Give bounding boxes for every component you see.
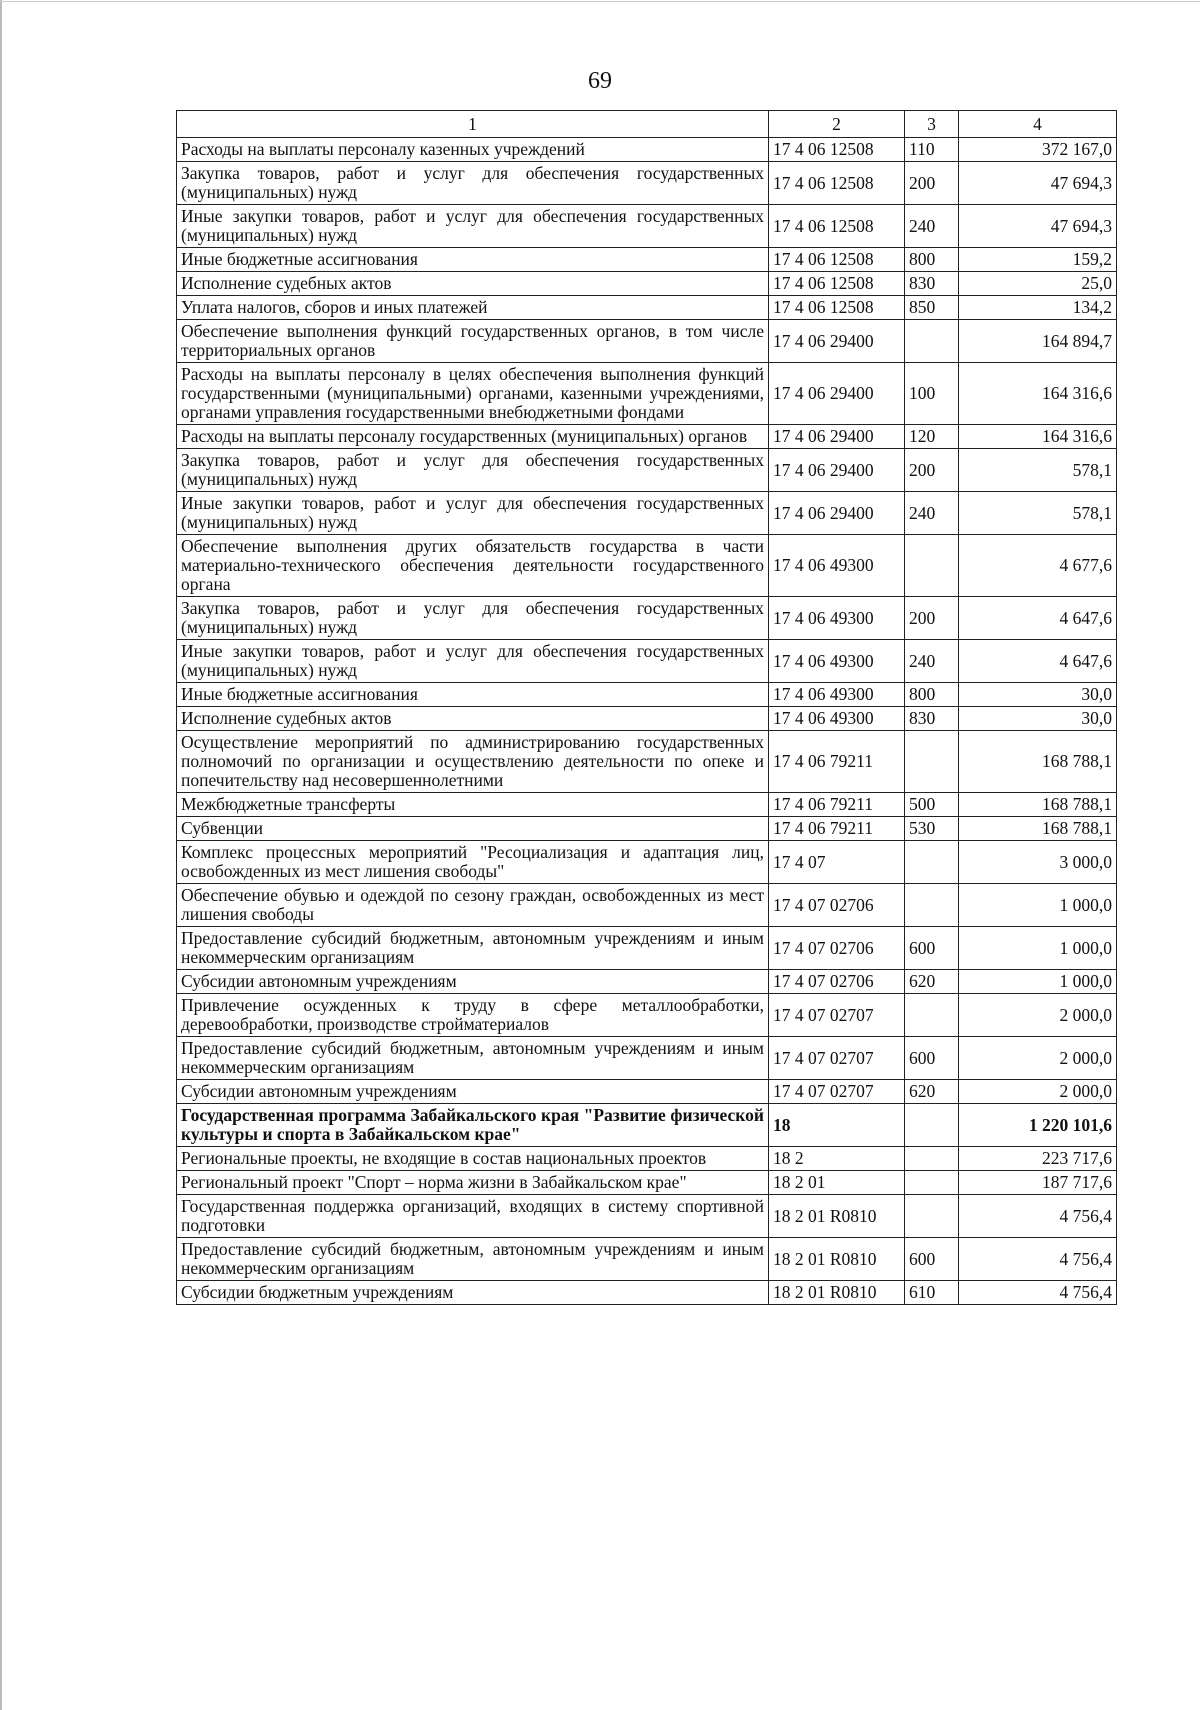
row-expense-type-cell: 530 (905, 817, 959, 841)
page-number: 69 (588, 68, 612, 94)
row-expense-type-cell (905, 884, 959, 927)
row-name-cell: Расходы на выплаты персоналу казенных учреждений (177, 138, 769, 162)
row-name-cell: Субсидии автономным учреждениям (177, 970, 769, 994)
row-expense-type-cell (905, 731, 959, 793)
row-amount-cell: 4 647,6 (959, 597, 1117, 640)
row-code-cell: 17 4 07 02707 (769, 1037, 905, 1080)
row-amount-cell: 30,0 (959, 707, 1117, 731)
row-expense-type-cell: 110 (905, 138, 959, 162)
row-amount-cell: 1 000,0 (959, 970, 1117, 994)
row-amount-cell: 4 756,4 (959, 1281, 1117, 1305)
row-name-cell: Обеспечение выполнения функций государственных органов, в том числе территориальных органов (177, 320, 769, 363)
row-expense-type-cell (905, 1104, 959, 1147)
table-row (177, 248, 1117, 272)
row-code-cell: 17 4 06 12508 (769, 205, 905, 248)
row-code-cell: 18 2 (769, 1147, 905, 1171)
row-name-cell: Иные бюджетные ассигнования (177, 683, 769, 707)
row-code-cell: 17 4 06 49300 (769, 535, 905, 597)
row-code-cell: 17 4 06 12508 (769, 162, 905, 205)
column-header-3: 3 (905, 111, 959, 138)
row-expense-type-cell: 620 (905, 1080, 959, 1104)
row-expense-type-cell: 240 (905, 492, 959, 535)
table-row (177, 683, 1117, 707)
row-name-cell: Расходы на выплаты персоналу государственных (муниципальных) органов (177, 425, 769, 449)
row-code-cell: 17 4 06 49300 (769, 683, 905, 707)
table-row (177, 817, 1117, 841)
row-amount-cell: 30,0 (959, 683, 1117, 707)
row-name-cell: Предоставление субсидий бюджетным, автономным учреждениям и иным некоммерческим организациям (177, 1037, 769, 1080)
table-row (177, 640, 1117, 683)
row-code-cell: 17 4 06 79211 (769, 731, 905, 793)
row-code-cell: 17 4 06 29400 (769, 425, 905, 449)
row-code-cell: 17 4 06 79211 (769, 817, 905, 841)
row-expense-type-cell: 850 (905, 296, 959, 320)
row-name-cell: Предоставление субсидий бюджетным, автономным учреждениям и иным некоммерческим организациям (177, 1238, 769, 1281)
table-row (177, 1171, 1117, 1195)
budget-table (176, 110, 1117, 1305)
row-name-cell: Иные закупки товаров, работ и услуг для обеспечения государственных (муниципальных) нужд (177, 492, 769, 535)
row-expense-type-cell: 800 (905, 683, 959, 707)
row-amount-cell: 2 000,0 (959, 1037, 1117, 1080)
row-code-cell: 17 4 06 12508 (769, 248, 905, 272)
row-code-cell: 17 4 06 29400 (769, 320, 905, 363)
row-expense-type-cell (905, 1195, 959, 1238)
row-amount-cell: 3 000,0 (959, 841, 1117, 884)
row-expense-type-cell: 200 (905, 449, 959, 492)
scan-top-line (0, 1, 1200, 2)
row-code-cell: 17 4 07 02706 (769, 927, 905, 970)
row-code-cell: 17 4 07 02707 (769, 994, 905, 1037)
row-expense-type-cell (905, 535, 959, 597)
row-name-cell: Исполнение судебных актов (177, 272, 769, 296)
column-header-2: 2 (769, 111, 905, 138)
row-amount-cell: 164 894,7 (959, 320, 1117, 363)
row-amount-cell: 134,2 (959, 296, 1117, 320)
row-code-cell: 17 4 06 79211 (769, 793, 905, 817)
table-row (177, 1195, 1117, 1238)
row-name-cell: Обеспечение выполнения других обязательств государства в части материально-технического обеспечения деятельности государственного органа (177, 535, 769, 597)
row-expense-type-cell: 600 (905, 1238, 959, 1281)
row-expense-type-cell: 830 (905, 272, 959, 296)
row-code-cell: 17 4 06 29400 (769, 492, 905, 535)
row-name-cell: Межбюджетные трансферты (177, 793, 769, 817)
row-code-cell: 18 2 01 R0810 (769, 1281, 905, 1305)
row-name-cell: Иные бюджетные ассигнования (177, 248, 769, 272)
row-code-cell: 18 2 01 R0810 (769, 1238, 905, 1281)
row-name-cell: Уплата налогов, сборов и иных платежей (177, 296, 769, 320)
row-amount-cell: 2 000,0 (959, 1080, 1117, 1104)
row-code-cell: 17 4 06 12508 (769, 272, 905, 296)
row-expense-type-cell: 610 (905, 1281, 959, 1305)
row-code-cell: 18 2 01 (769, 1171, 905, 1195)
row-code-cell: 17 4 07 (769, 841, 905, 884)
table-row (177, 1238, 1117, 1281)
row-expense-type-cell: 600 (905, 927, 959, 970)
table-row (177, 272, 1117, 296)
row-name-cell: Субсидии автономным учреждениям (177, 1080, 769, 1104)
row-amount-cell: 1 000,0 (959, 927, 1117, 970)
table-row (177, 970, 1117, 994)
table-row (177, 205, 1117, 248)
row-expense-type-cell: 200 (905, 162, 959, 205)
table-row (177, 707, 1117, 731)
table-row (177, 597, 1117, 640)
row-expense-type-cell: 240 (905, 205, 959, 248)
row-amount-cell: 1 220 101,6 (959, 1104, 1117, 1147)
row-amount-cell: 47 694,3 (959, 162, 1117, 205)
row-amount-cell: 168 788,1 (959, 817, 1117, 841)
table-row (177, 363, 1117, 425)
row-name-cell: Осуществление мероприятий по администрированию государственных полномочий по организации и осуществлению деятельности по опеке и попечительству над несовершеннолетними (177, 731, 769, 793)
row-expense-type-cell (905, 1171, 959, 1195)
table-row (177, 1104, 1117, 1147)
row-name-cell: Комплекс процессных мероприятий "Ресоциализация и адаптация лиц, освобожденных из мест лишения свободы" (177, 841, 769, 884)
table-row (177, 425, 1117, 449)
row-amount-cell: 168 788,1 (959, 731, 1117, 793)
row-expense-type-cell: 830 (905, 707, 959, 731)
row-code-cell: 17 4 06 29400 (769, 363, 905, 425)
row-expense-type-cell (905, 1147, 959, 1171)
scan-edge-line (0, 0, 2, 1710)
row-name-cell: Субвенции (177, 817, 769, 841)
table-row (177, 1037, 1117, 1080)
row-amount-cell: 2 000,0 (959, 994, 1117, 1037)
row-expense-type-cell: 600 (905, 1037, 959, 1080)
row-name-cell: Исполнение судебных актов (177, 707, 769, 731)
row-amount-cell: 578,1 (959, 449, 1117, 492)
row-name-cell: Государственная программа Забайкальского края "Развитие физической культуры и спорта в Забайкальском крае" (177, 1104, 769, 1147)
row-amount-cell: 159,2 (959, 248, 1117, 272)
table-row (177, 841, 1117, 884)
table-row (177, 535, 1117, 597)
row-amount-cell: 164 316,6 (959, 425, 1117, 449)
row-name-cell: Региональный проект "Спорт – норма жизни в Забайкальском крае" (177, 1171, 769, 1195)
row-amount-cell: 4 756,4 (959, 1195, 1117, 1238)
table-row (177, 731, 1117, 793)
row-amount-cell: 25,0 (959, 272, 1117, 296)
row-name-cell: Региональные проекты, не входящие в состав национальных проектов (177, 1147, 769, 1171)
row-name-cell: Предоставление субсидий бюджетным, автономным учреждениям и иным некоммерческим организациям (177, 927, 769, 970)
row-name-cell: Закупка товаров, работ и услуг для обеспечения государственных (муниципальных) нужд (177, 449, 769, 492)
row-name-cell: Иные закупки товаров, работ и услуг для обеспечения государственных (муниципальных) нужд (177, 205, 769, 248)
row-amount-cell: 4 677,6 (959, 535, 1117, 597)
row-name-cell: Расходы на выплаты персоналу в целях обеспечения выполнения функций государственными (муниципальными) органами, казенными учреждениями, органами управления государственными внебюджетными фондами (177, 363, 769, 425)
row-amount-cell: 168 788,1 (959, 793, 1117, 817)
table-row (177, 1281, 1117, 1305)
table-row (177, 162, 1117, 205)
row-name-cell: Привлечение осужденных к труду в сфере металлообработки, деревообработки, производстве стройматериалов (177, 994, 769, 1037)
row-name-cell: Государственная поддержка организаций, входящих в систему спортивной подготовки (177, 1195, 769, 1238)
row-expense-type-cell (905, 320, 959, 363)
column-number-row (177, 111, 1117, 138)
row-name-cell: Закупка товаров, работ и услуг для обеспечения государственных (муниципальных) нужд (177, 597, 769, 640)
table-row (177, 793, 1117, 817)
table-row (177, 994, 1117, 1037)
row-code-cell: 17 4 06 49300 (769, 640, 905, 683)
row-code-cell: 18 2 01 R0810 (769, 1195, 905, 1238)
row-amount-cell: 4 647,6 (959, 640, 1117, 683)
row-name-cell: Субсидии бюджетным учреждениям (177, 1281, 769, 1305)
row-expense-type-cell: 240 (905, 640, 959, 683)
table-row (177, 884, 1117, 927)
row-expense-type-cell: 800 (905, 248, 959, 272)
row-name-cell: Закупка товаров, работ и услуг для обеспечения государственных (муниципальных) нужд (177, 162, 769, 205)
table-row (177, 449, 1117, 492)
row-code-cell: 17 4 07 02707 (769, 1080, 905, 1104)
column-header-4: 4 (959, 111, 1117, 138)
row-amount-cell: 4 756,4 (959, 1238, 1117, 1281)
row-code-cell: 17 4 06 49300 (769, 597, 905, 640)
row-code-cell: 17 4 07 02706 (769, 970, 905, 994)
row-amount-cell: 1 000,0 (959, 884, 1117, 927)
row-code-cell: 17 4 06 12508 (769, 296, 905, 320)
table-row (177, 320, 1117, 363)
row-name-cell: Обеспечение обувью и одеждой по сезону граждан, освобожденных из мест лишения свободы (177, 884, 769, 927)
row-expense-type-cell: 620 (905, 970, 959, 994)
row-amount-cell: 187 717,6 (959, 1171, 1117, 1195)
row-name-cell: Иные закупки товаров, работ и услуг для обеспечения государственных (муниципальных) нужд (177, 640, 769, 683)
table-row (177, 1147, 1117, 1171)
table-row (177, 1080, 1117, 1104)
row-amount-cell: 578,1 (959, 492, 1117, 535)
row-expense-type-cell: 120 (905, 425, 959, 449)
row-code-cell: 17 4 06 29400 (769, 449, 905, 492)
row-expense-type-cell (905, 841, 959, 884)
table-body (177, 138, 1117, 1305)
table-row (177, 492, 1117, 535)
table-row (177, 927, 1117, 970)
row-code-cell: 17 4 06 49300 (769, 707, 905, 731)
row-expense-type-cell: 100 (905, 363, 959, 425)
row-code-cell: 18 (769, 1104, 905, 1147)
table-row (177, 296, 1117, 320)
row-code-cell: 17 4 06 12508 (769, 138, 905, 162)
row-amount-cell: 223 717,6 (959, 1147, 1117, 1171)
row-expense-type-cell (905, 994, 959, 1037)
row-expense-type-cell: 200 (905, 597, 959, 640)
column-header-1: 1 (177, 111, 769, 138)
row-expense-type-cell: 500 (905, 793, 959, 817)
row-amount-cell: 372 167,0 (959, 138, 1117, 162)
row-amount-cell: 164 316,6 (959, 363, 1117, 425)
table-row (177, 138, 1117, 162)
row-code-cell: 17 4 07 02706 (769, 884, 905, 927)
row-amount-cell: 47 694,3 (959, 205, 1117, 248)
